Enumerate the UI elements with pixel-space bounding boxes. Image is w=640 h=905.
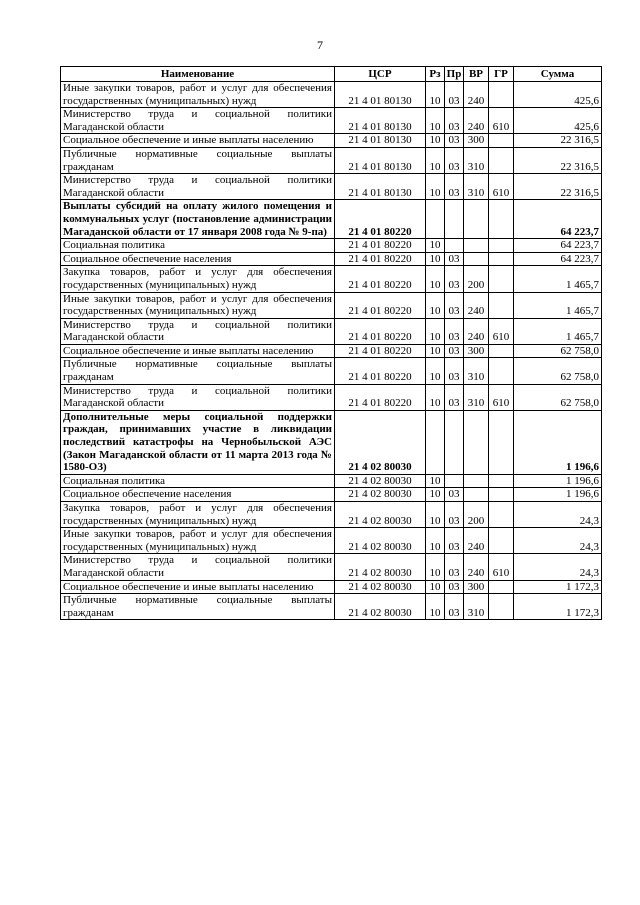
- cell-sum: 1 172,3: [514, 580, 602, 594]
- cell-rz: 10: [426, 594, 445, 620]
- cell-csr: 21 4 02 80030: [335, 594, 426, 620]
- table-body: [61, 82, 602, 620]
- table-row: [61, 594, 602, 620]
- cell-pr: 03: [445, 488, 464, 502]
- cell-csr: 21 4 01 80130: [335, 134, 426, 148]
- cell-vr: [464, 200, 489, 239]
- cell-gr: [489, 358, 514, 384]
- cell-pr: [445, 200, 464, 239]
- cell-pr: 03: [445, 318, 464, 344]
- cell-gr: [489, 134, 514, 148]
- cell-pr: 03: [445, 502, 464, 528]
- cell-sum: 1 465,7: [514, 266, 602, 292]
- cell-gr: 610: [489, 108, 514, 134]
- cell-pr: 03: [445, 358, 464, 384]
- cell-gr: 610: [489, 554, 514, 580]
- cell-rz: 10: [426, 174, 445, 200]
- cell-name: Министерство труда и социальной политики Магаданской области: [61, 174, 335, 200]
- header-csr: ЦСР: [335, 67, 426, 82]
- cell-name: Социальное обеспечение и иные выплаты населению: [61, 344, 335, 358]
- cell-rz: 10: [426, 134, 445, 148]
- table-row: [61, 474, 602, 488]
- cell-csr: 21 4 01 80130: [335, 82, 426, 108]
- cell-rz: 10: [426, 384, 445, 410]
- cell-csr: 21 4 01 80220: [335, 318, 426, 344]
- cell-vr: 300: [464, 344, 489, 358]
- cell-sum: 24,3: [514, 502, 602, 528]
- header-rz: Рз: [426, 67, 445, 82]
- cell-csr: 21 4 02 80030: [335, 502, 426, 528]
- cell-csr: 21 4 01 80220: [335, 200, 426, 239]
- cell-vr: [464, 252, 489, 266]
- cell-sum: 62 758,0: [514, 384, 602, 410]
- cell-vr: 300: [464, 580, 489, 594]
- table-row: [61, 318, 602, 344]
- cell-gr: [489, 580, 514, 594]
- cell-sum: 1 465,7: [514, 292, 602, 318]
- header-gr: ГР: [489, 67, 514, 82]
- cell-gr: [489, 147, 514, 173]
- cell-pr: 03: [445, 384, 464, 410]
- cell-csr: 21 4 01 80220: [335, 266, 426, 292]
- cell-csr: 21 4 02 80030: [335, 410, 426, 474]
- cell-rz: 10: [426, 266, 445, 292]
- cell-name: Министерство труда и социальной политики Магаданской области: [61, 554, 335, 580]
- cell-name: Закупка товаров, работ и услуг для обеспечения государственных (муниципальных) нужд: [61, 266, 335, 292]
- cell-sum: 64 223,7: [514, 200, 602, 239]
- cell-rz: 10: [426, 252, 445, 266]
- cell-vr: [464, 474, 489, 488]
- cell-pr: 03: [445, 108, 464, 134]
- cell-vr: 240: [464, 292, 489, 318]
- table-row: [61, 292, 602, 318]
- cell-gr: [489, 82, 514, 108]
- table-row: [61, 384, 602, 410]
- page-number: 7: [317, 38, 323, 52]
- cell-name: Социальная политика: [61, 239, 335, 253]
- cell-sum: 425,6: [514, 82, 602, 108]
- cell-vr: 200: [464, 266, 489, 292]
- cell-sum: 64 223,7: [514, 239, 602, 253]
- cell-sum: 1 465,7: [514, 318, 602, 344]
- cell-gr: 610: [489, 318, 514, 344]
- cell-pr: 03: [445, 266, 464, 292]
- cell-csr: 21 4 01 80220: [335, 252, 426, 266]
- table-row: [61, 488, 602, 502]
- cell-csr: 21 4 01 80220: [335, 239, 426, 253]
- cell-gr: [489, 410, 514, 474]
- cell-pr: 03: [445, 554, 464, 580]
- cell-pr: 03: [445, 147, 464, 173]
- cell-rz: 10: [426, 474, 445, 488]
- cell-name: Выплаты субсидий на оплату жилого помещения и коммунальных услуг (постановление администрации Магаданской области от 17 января 2008 года № 9-па): [61, 200, 335, 239]
- cell-rz: 10: [426, 108, 445, 134]
- cell-sum: 425,6: [514, 108, 602, 134]
- cell-vr: 310: [464, 358, 489, 384]
- cell-csr: 21 4 01 80130: [335, 174, 426, 200]
- header-name: Наименование: [61, 67, 335, 82]
- table-row: [61, 502, 602, 528]
- cell-gr: [489, 488, 514, 502]
- cell-csr: 21 4 02 80030: [335, 474, 426, 488]
- cell-rz: [426, 200, 445, 239]
- cell-rz: 10: [426, 239, 445, 253]
- cell-pr: 03: [445, 292, 464, 318]
- cell-gr: [489, 528, 514, 554]
- cell-gr: [489, 594, 514, 620]
- cell-vr: 310: [464, 384, 489, 410]
- cell-sum: 24,3: [514, 528, 602, 554]
- cell-gr: [489, 252, 514, 266]
- cell-rz: [426, 410, 445, 474]
- cell-rz: 10: [426, 82, 445, 108]
- cell-csr: 21 4 02 80030: [335, 488, 426, 502]
- cell-vr: [464, 239, 489, 253]
- cell-csr: 21 4 01 80220: [335, 358, 426, 384]
- cell-gr: [489, 266, 514, 292]
- table-header-row: [61, 67, 602, 82]
- cell-rz: 10: [426, 488, 445, 502]
- cell-sum: 1 196,6: [514, 410, 602, 474]
- cell-pr: 03: [445, 252, 464, 266]
- table-row: [61, 252, 602, 266]
- cell-pr: 03: [445, 82, 464, 108]
- cell-rz: 10: [426, 528, 445, 554]
- cell-gr: [489, 474, 514, 488]
- cell-name: Министерство труда и социальной политики Магаданской области: [61, 108, 335, 134]
- cell-vr: 240: [464, 108, 489, 134]
- cell-sum: 1 196,6: [514, 474, 602, 488]
- cell-sum: 24,3: [514, 554, 602, 580]
- cell-sum: 22 316,5: [514, 174, 602, 200]
- cell-rz: 10: [426, 318, 445, 344]
- cell-vr: 240: [464, 318, 489, 344]
- cell-rz: 10: [426, 554, 445, 580]
- cell-csr: 21 4 01 80130: [335, 147, 426, 173]
- cell-name: Иные закупки товаров, работ и услуг для обеспечения государственных (муниципальных) нужд: [61, 528, 335, 554]
- cell-pr: 03: [445, 594, 464, 620]
- cell-rz: 10: [426, 580, 445, 594]
- cell-name: Иные закупки товаров, работ и услуг для обеспечения государственных (муниципальных) нужд: [61, 82, 335, 108]
- table-row: [61, 554, 602, 580]
- cell-pr: 03: [445, 528, 464, 554]
- cell-pr: 03: [445, 174, 464, 200]
- cell-rz: 10: [426, 147, 445, 173]
- cell-sum: 22 316,5: [514, 134, 602, 148]
- cell-sum: 64 223,7: [514, 252, 602, 266]
- cell-name: Иные закупки товаров, работ и услуг для обеспечения государственных (муниципальных) нужд: [61, 292, 335, 318]
- table-row: [61, 134, 602, 148]
- cell-gr: 610: [489, 174, 514, 200]
- cell-pr: [445, 474, 464, 488]
- table-row: [61, 266, 602, 292]
- header-pr: Пр: [445, 67, 464, 82]
- cell-name: Публичные нормативные социальные выплаты гражданам: [61, 358, 335, 384]
- cell-gr: [489, 502, 514, 528]
- cell-pr: 03: [445, 580, 464, 594]
- table-row: [61, 528, 602, 554]
- cell-sum: 1 196,6: [514, 488, 602, 502]
- cell-csr: 21 4 02 80030: [335, 554, 426, 580]
- cell-name: Социальное обеспечение и иные выплаты населению: [61, 134, 335, 148]
- cell-name: Публичные нормативные социальные выплаты гражданам: [61, 147, 335, 173]
- cell-gr: [489, 344, 514, 358]
- cell-vr: 240: [464, 528, 489, 554]
- table-row: [61, 200, 602, 239]
- cell-csr: 21 4 02 80030: [335, 580, 426, 594]
- cell-rz: 10: [426, 292, 445, 318]
- table-row: [61, 108, 602, 134]
- cell-name: Закупка товаров, работ и услуг для обеспечения государственных (муниципальных) нужд: [61, 502, 335, 528]
- cell-rz: 10: [426, 358, 445, 384]
- cell-rz: 10: [426, 502, 445, 528]
- cell-rz: 10: [426, 344, 445, 358]
- table-row: [61, 174, 602, 200]
- cell-pr: [445, 410, 464, 474]
- table-row: [61, 82, 602, 108]
- cell-name: Министерство труда и социальной политики Магаданской области: [61, 384, 335, 410]
- cell-sum: 1 172,3: [514, 594, 602, 620]
- cell-name: Дополнительные меры социальной поддержки граждан, принимавших участие в ликвидации последствий катастрофы на Чернобыльской АЭС (Закон Магаданской области от 11 марта 2013 года № 1580-ОЗ): [61, 410, 335, 474]
- table-row: [61, 410, 602, 474]
- header-vr: ВР: [464, 67, 489, 82]
- cell-gr: 610: [489, 384, 514, 410]
- cell-sum: 22 316,5: [514, 147, 602, 173]
- cell-name: Социальное обеспечение населения: [61, 488, 335, 502]
- cell-vr: [464, 488, 489, 502]
- cell-csr: 21 4 02 80030: [335, 528, 426, 554]
- header-sum: Сумма: [514, 67, 602, 82]
- cell-vr: 310: [464, 594, 489, 620]
- cell-csr: 21 4 01 80220: [335, 292, 426, 318]
- cell-vr: 310: [464, 147, 489, 173]
- cell-vr: 200: [464, 502, 489, 528]
- budget-table: [60, 66, 602, 620]
- cell-name: Социальное обеспечение и иные выплаты населению: [61, 580, 335, 594]
- cell-pr: 03: [445, 134, 464, 148]
- table-row: [61, 147, 602, 173]
- cell-pr: [445, 239, 464, 253]
- table-row: [61, 358, 602, 384]
- cell-name: Социальное обеспечение населения: [61, 252, 335, 266]
- cell-vr: 300: [464, 134, 489, 148]
- cell-csr: 21 4 01 80220: [335, 344, 426, 358]
- cell-vr: 310: [464, 174, 489, 200]
- cell-csr: 21 4 01 80220: [335, 384, 426, 410]
- cell-gr: [489, 239, 514, 253]
- cell-name: Публичные нормативные социальные выплаты гражданам: [61, 594, 335, 620]
- cell-csr: 21 4 01 80130: [335, 108, 426, 134]
- cell-sum: 62 758,0: [514, 344, 602, 358]
- cell-sum: 62 758,0: [514, 358, 602, 384]
- cell-gr: [489, 292, 514, 318]
- table-row: [61, 344, 602, 358]
- table-row: [61, 239, 602, 253]
- cell-name: Социальная политика: [61, 474, 335, 488]
- cell-vr: [464, 410, 489, 474]
- cell-gr: [489, 200, 514, 239]
- cell-name: Министерство труда и социальной политики Магаданской области: [61, 318, 335, 344]
- cell-pr: 03: [445, 344, 464, 358]
- cell-vr: 240: [464, 554, 489, 580]
- table-row: [61, 580, 602, 594]
- cell-vr: 240: [464, 82, 489, 108]
